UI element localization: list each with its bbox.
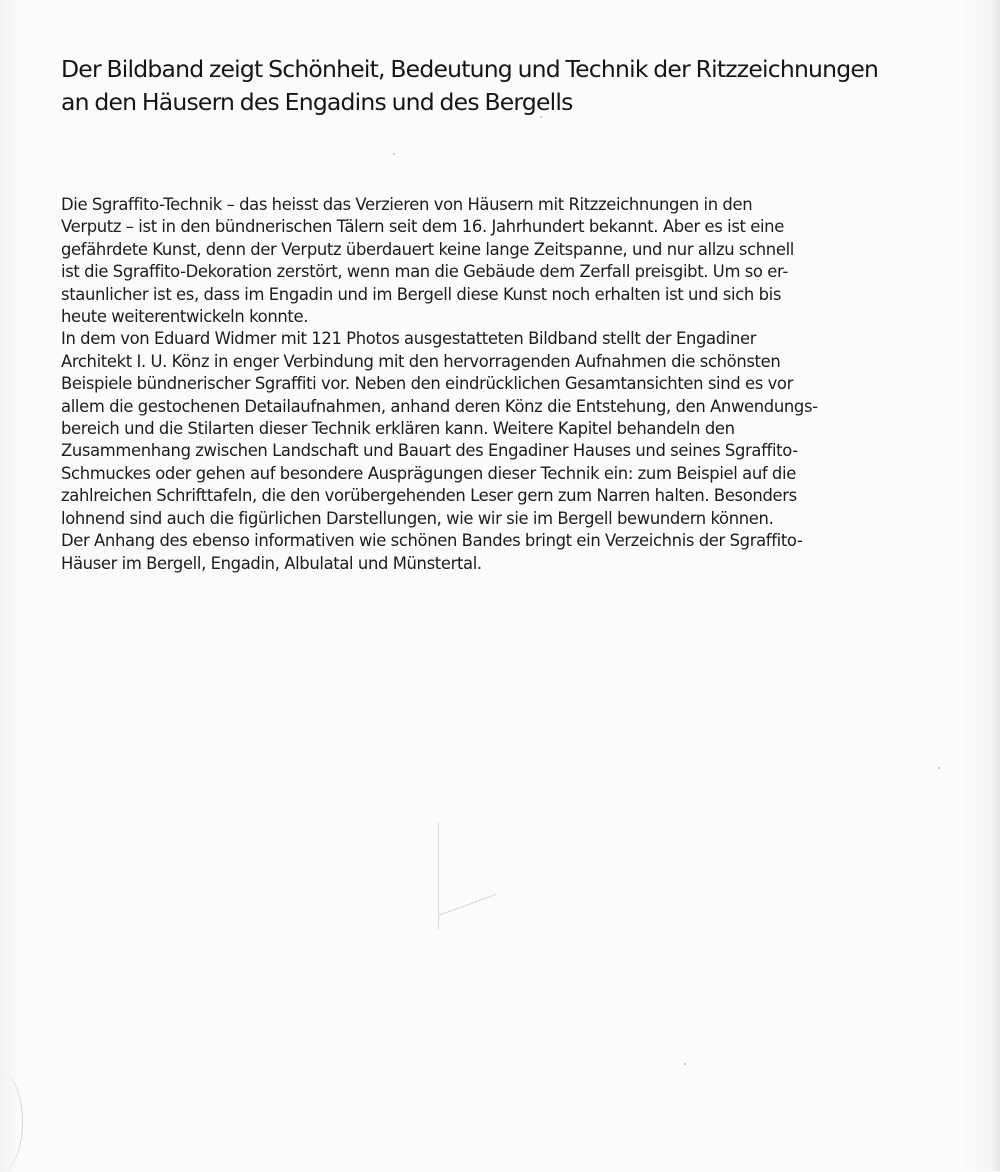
headline-line: Der Bildband zeigt Schönheit, Bedeutung und Technik der Ritzzeichnungen (61, 55, 879, 83)
blurb-line: Der Anhang des ebenso informativen wie schönen Bandes bringt ein Verzeichnis der Sgraffito- (61, 531, 803, 551)
blurb-line: Beispiele bündnerischer Sgraffiti vor. Neben den eindrücklichen Gesamtansichten sind es vor (61, 374, 794, 394)
paper-speck (938, 767, 940, 769)
blurb-line: heute weiterentwickeln konnte. (61, 307, 309, 327)
blurb-line: ist die Sgraffito-Dekoration zerstört, wenn man die Gebäude dem Zerfall preisgibt. Um so er- (61, 262, 788, 282)
blurb-line: allem die gestochenen Detailaufnahmen, anhand deren Könz die Entstehung, den Anwendungs- (61, 396, 818, 416)
blurb-line: In dem von Eduard Widmer mit 121 Photos ausgestatteten Bildband stellt der Engadiner (61, 329, 757, 349)
headline (61, 53, 879, 119)
blurb-line: lohnend sind auch die figürlichen Darstellungen, wie wir sie im Bergell bewundern können. (61, 508, 774, 528)
blurb-line: bereich und die Stilarten dieser Technik erklären kann. Weitere Kapitel behandeln den (61, 419, 735, 439)
paper-speck (393, 153, 395, 155)
blurb-line: Häuser im Bergell, Engadin, Albulatal und Münstertal. (61, 553, 482, 573)
blurb-line: zahlreichen Schrifttafeln, die den vorübergehenden Leser gern zum Narren halten. Besonders (61, 486, 797, 506)
blurb-line: Schmuckes oder gehen auf besondere Ausprägungen dieser Technik ein: zum Beispiel auf die (61, 463, 796, 483)
paper-speck (540, 116, 542, 118)
cover-edge-shadow (992, 0, 1000, 1171)
blurb-line: staunlicher ist es, dass im Engadin und im Bergell diese Kunst noch erhalten ist und sich bis (61, 284, 782, 304)
blurb-line: gefährdete Kunst, denn der Verputz überdauert keine lange Zeitspanne, und nur allzu schnell (61, 239, 794, 259)
paper-speck (684, 1063, 686, 1065)
blurb-line: Architekt I. U. Könz in enger Verbindung mit den hervorragenden Aufnahmen die schönsten (61, 351, 781, 371)
blurb-line: Die Sgraffito-Technik – das heisst das Verzieren von Häusern mit Ritzzeichnungen in den (61, 195, 753, 214)
blurb-line: Zusammenhang zwischen Landschaft und Bauart des Engadiner Hauses und seines Sgraffito- (61, 441, 798, 461)
binding-crease (0, 1072, 23, 1172)
headline-line: an den Häusern des Engadins und des Bergells (61, 88, 573, 116)
blurb-text (61, 194, 881, 575)
pencil-mark (438, 894, 497, 916)
blurb-line: Verputz – ist in den bündnerischen Tälern seit dem 16. Jahrhundert bekannt. Aber es ist eine (61, 217, 784, 237)
